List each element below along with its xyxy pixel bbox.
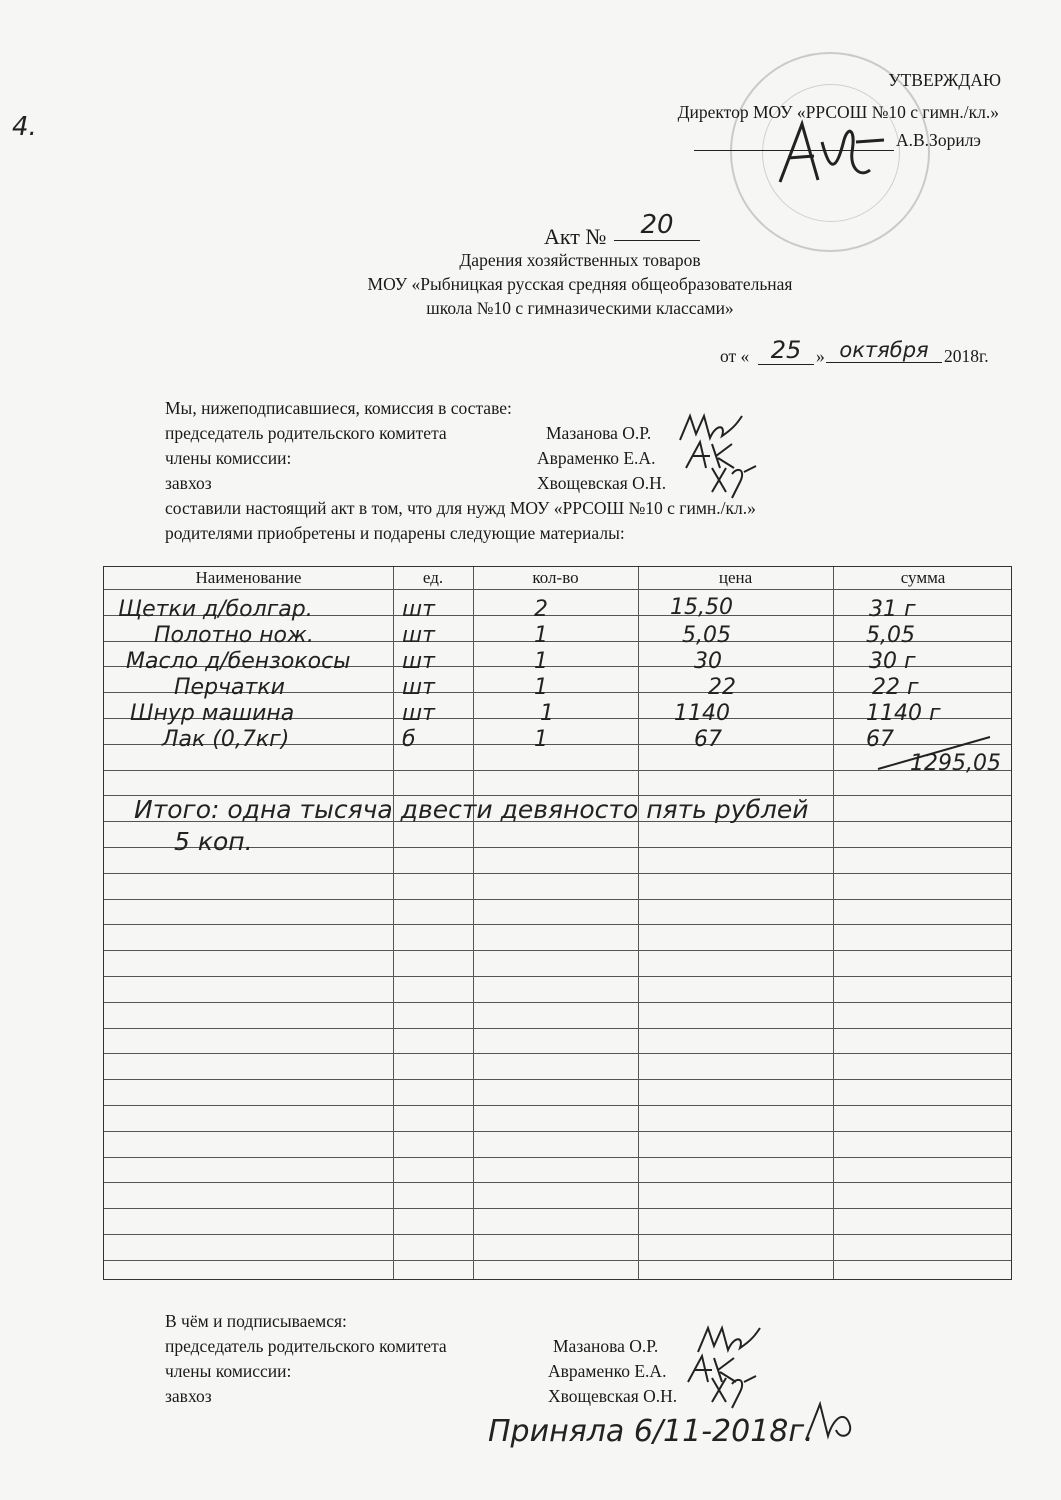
- table-row-line: [104, 1157, 1011, 1158]
- row-3-sum: 30 г: [869, 649, 916, 674]
- table-row-line: [104, 1208, 1011, 1209]
- act-subtitle-2: МОУ «Рыбницкая русская средняя общеобразовательная: [367, 274, 793, 294]
- act-title: Акт №: [544, 224, 607, 249]
- row-6-sum: 67: [866, 727, 894, 752]
- row-1-sum: 31 г: [869, 597, 916, 622]
- closing-role-manager: завхоз: [165, 1386, 212, 1406]
- header-unit: ед.: [422, 568, 444, 587]
- closing-name-member: Авраменко Е.А.: [548, 1361, 667, 1381]
- col-divider: [473, 567, 474, 1279]
- row-2-sum: 5,05: [866, 623, 915, 648]
- commission-name-member: Авраменко Е.А.: [537, 448, 656, 468]
- director-signature: [760, 112, 900, 192]
- table-row-line: [104, 950, 1011, 951]
- table-row-line: [104, 1002, 1011, 1003]
- row-4-qty: 1: [534, 675, 548, 700]
- commission-text-2: родителями приобретены и подарены следующие материалы:: [165, 523, 625, 543]
- table-row-line: [104, 1028, 1011, 1029]
- commission-name-chair: Мазанова О.Р.: [546, 423, 652, 443]
- materials-table: [103, 566, 1012, 1280]
- accepted-signature: [800, 1396, 860, 1446]
- row-3-price: 30: [694, 649, 722, 674]
- approval-position: Директор МОУ «РРСОШ №10 с гимн./кл.»: [677, 102, 999, 122]
- act-number: 20: [614, 210, 700, 241]
- row-4-name: Перчатки: [174, 675, 285, 700]
- commission-role-members: члены комиссии:: [165, 448, 292, 468]
- closing-signature-manager: [706, 1372, 762, 1412]
- table-row-line: [104, 1105, 1011, 1106]
- commission-intro: Мы, нижеподписавшиеся, комиссия в составе:: [165, 398, 512, 418]
- col-divider: [833, 567, 834, 1279]
- row-2-qty: 1: [534, 623, 548, 648]
- closing-role-chair: председатель родительского комитета: [165, 1336, 447, 1356]
- row-4-price: 22: [708, 675, 736, 700]
- accepted-note: Приняла 6/11-2018г.: [488, 1414, 814, 1449]
- table-row-line: [104, 976, 1011, 977]
- header-qty: кол-во: [532, 568, 579, 587]
- row-5-price: 1140: [674, 701, 730, 726]
- row-6-qty: 1: [534, 727, 548, 752]
- row-4-unit: шт: [402, 675, 435, 700]
- closing-intro: В чём и подписываемся:: [165, 1311, 347, 1331]
- table-row-line: [104, 899, 1011, 900]
- row-1-price: 15,50: [670, 595, 733, 620]
- row-1-unit: шт: [402, 597, 435, 622]
- row-3-qty: 1: [534, 649, 548, 674]
- table-row-line: [104, 924, 1011, 925]
- date-month: октября: [826, 338, 942, 363]
- commission-text-1: составили настоящий акт в том, что для нужд МОУ «РРСОШ №10 с гимн./кл.»: [165, 498, 756, 518]
- header-price: цена: [718, 568, 753, 587]
- act-subtitle-1: Дарения хозяйственных товаров: [459, 250, 701, 270]
- row-6-name: Лак (0,7кг): [162, 727, 290, 752]
- row-5-sum: 1140 г: [866, 701, 941, 726]
- row-2-price: 5,05: [682, 623, 731, 648]
- total-in-words-line-1: Итого: одна тысяча двести девяносто пять рублей: [134, 795, 809, 824]
- table-row-line: [104, 1234, 1011, 1235]
- closing-role-members: члены комиссии:: [165, 1361, 292, 1381]
- table-row-line: [104, 873, 1011, 874]
- date-prefix: от «: [720, 346, 750, 366]
- header-name: Наименование: [195, 568, 302, 587]
- col-divider: [393, 567, 394, 1279]
- approval-name: А.В.Зорилэ: [896, 130, 981, 150]
- total-in-words-line-2: 5 коп.: [174, 827, 253, 856]
- row-4-sum: 22 г: [872, 675, 919, 700]
- row-6-unit: б: [402, 727, 416, 752]
- closing-signature-chair: [694, 1322, 764, 1356]
- date-mid: »: [816, 346, 825, 366]
- row-1-qty: 2: [534, 597, 548, 622]
- commission-role-chair: председатель родительского комитета: [165, 423, 447, 443]
- date-day: 25: [758, 336, 814, 365]
- row-2-name: Полотно нож.: [154, 623, 314, 648]
- act-subtitle-3: школа №10 с гимназическими классами»: [426, 298, 734, 318]
- total-sum: 1295,05: [910, 751, 1001, 776]
- row-2-unit: шт: [402, 623, 435, 648]
- table-row-line: [104, 1260, 1011, 1261]
- closing-name-chair: Мазанова О.Р.: [553, 1336, 659, 1356]
- table-row-line: [104, 1079, 1011, 1080]
- row-5-qty: 1: [540, 701, 554, 726]
- row-3-unit: шт: [402, 649, 435, 674]
- commission-role-manager: завхоз: [165, 473, 212, 493]
- page-number: 4.: [12, 112, 37, 142]
- table-row-line: [104, 1053, 1011, 1054]
- table-row-line: [104, 589, 1011, 590]
- header-sum: сумма: [900, 568, 946, 587]
- commission-name-manager: Хвощевская О.Н.: [537, 473, 667, 493]
- closing-name-manager: Хвощевская О.Н.: [548, 1386, 678, 1406]
- row-6-price: 67: [694, 727, 722, 752]
- row-3-name: Масло д/бензокосы: [126, 649, 351, 674]
- table-row-line: [104, 1131, 1011, 1132]
- row-5-name: Шнур машина: [130, 701, 295, 726]
- row-5-unit: шт: [402, 701, 435, 726]
- row-1-name: Щетки д/болгар.: [118, 597, 313, 622]
- table-row-line: [104, 1182, 1011, 1183]
- col-divider: [638, 567, 639, 1279]
- date-year: 2018г.: [944, 346, 989, 366]
- approval-title: УТВЕРЖДАЮ: [888, 70, 1001, 90]
- signature-manager: [706, 462, 762, 502]
